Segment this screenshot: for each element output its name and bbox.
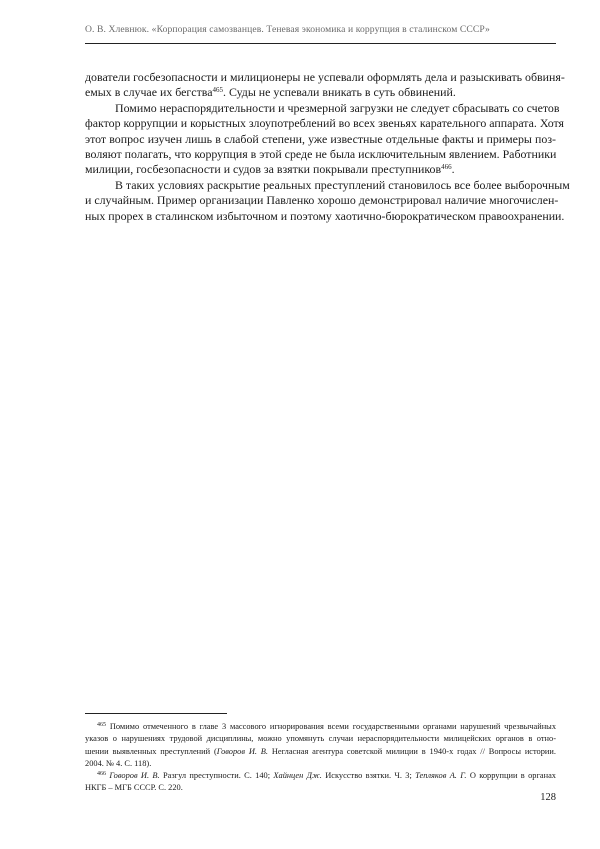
- running-header: О. В. Хлевнюк. «Корпорация самозванцев. Теневая экономика и коррупция в сталинском СССР»: [85, 24, 490, 35]
- paragraph-1: [85, 70, 565, 101]
- footnote-ref-466[interactable]: 466: [441, 163, 452, 172]
- footnotes: [85, 721, 556, 795]
- paragraph-2: [85, 100, 564, 178]
- footnote-line: $^{466}$ Говоров И. В. Разгул преступности. С. 140; Хайнцен Дж. Искусство взятки. Ч. 3; Тепляков А. Г. О коррупции в органах: [97, 771, 556, 781]
- text-line: милиции, госбезопасности и судов за взятки покрывали преступников$^{466}$.: [85, 162, 455, 177]
- author-name: Говоров И. В.: [216, 746, 269, 756]
- footnote-line: шении выявленных преступлений (Говоров И. В. Негласная агентура советской милиции в 1940-х годах // Вопросы истории.: [85, 746, 556, 756]
- footnote-number: 465: [97, 722, 106, 728]
- text-line: емых в случае их бегства$^{465}$. Суды не успевали вникать в суть обвинений.: [85, 85, 456, 100]
- paragraph-3: [85, 177, 570, 224]
- page-number: 128: [540, 792, 556, 803]
- text-line: ных прорех в сталинском избыточном и поэтому хаотично-бюрократическом правоохранении.: [85, 208, 565, 223]
- footnote-466: [85, 770, 556, 795]
- author-name: Говоров И. В.: [109, 771, 160, 781]
- footnote-ref-465[interactable]: 465: [212, 86, 223, 95]
- text-line: Помимо нераспорядительности и чрезмерной загрузки не следует сбрасывать со счетов: [115, 100, 560, 115]
- footnote-line: 2004. № 4. С. 118).: [85, 758, 152, 768]
- footnote-divider: [85, 713, 227, 714]
- footnote-line: НКГБ – МГБ СССР. С. 220.: [85, 783, 183, 793]
- text-line: и случайным. Пример организации Павленко хорошо демонстрировал наличие многочислен-: [85, 193, 559, 208]
- text-line: этот вопрос изучен лишь в слабой степени, уже известные отдельные факты и примеры поз-: [85, 131, 556, 146]
- author-name: Тепляков А. Г.: [415, 771, 467, 781]
- text-line: воляют полагать, что коррупция в этой среде не была исключительным явлением. Работники: [85, 146, 557, 161]
- footnote-number: 466: [97, 771, 106, 778]
- footnote-465: [85, 721, 556, 770]
- footnote-line: указов о нарушениях трудовой дисциплины, можно упомянуть случаи нераспорядительности милицейских органов в отно-: [85, 734, 556, 744]
- text-line: фактор коррупции и корыстных злоупотреблений во всех звеньях карательного аппарата. Хотя: [85, 116, 564, 131]
- footnote-line: $^{465}$ Помимо отмеченного в главе 3 массового игнорирования всеми государственными органами нарушений чрезвычайных: [97, 722, 557, 731]
- author-name: Хайнцен Дж.: [273, 771, 322, 781]
- header-divider: [85, 43, 556, 44]
- text-line: В таких условиях раскрытие реальных преступлений становилось все более выборочным: [115, 177, 570, 192]
- text-line: дователи госбезопасности и милиционеры не успевали оформлять дела и разыскивать обвиня-: [85, 70, 565, 84]
- main-text: [85, 70, 570, 224]
